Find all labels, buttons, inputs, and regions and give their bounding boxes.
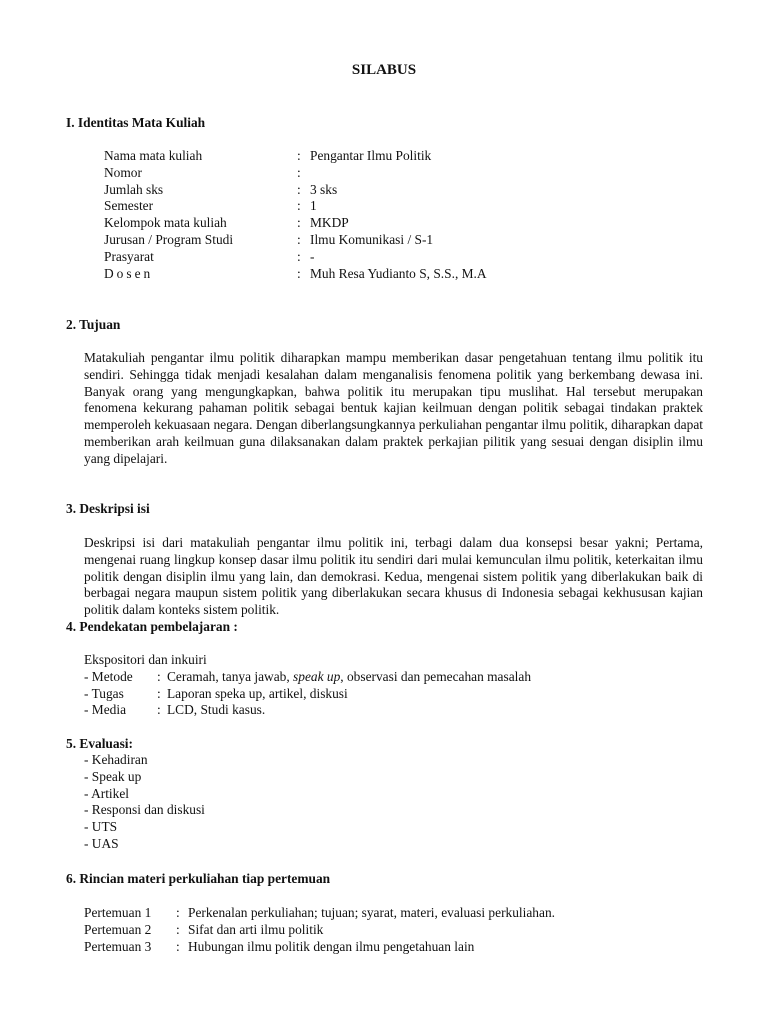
method-row xyxy=(84,686,684,703)
identity-colon: : xyxy=(297,148,301,163)
method-text xyxy=(167,669,531,686)
section-heading-deskripsi: 3. Deskripsi isi xyxy=(66,501,150,516)
identity-colon: : xyxy=(297,164,301,180)
section-heading-rincian: 6. Rincian materi perkuliahan tiap pertemuan xyxy=(66,871,331,886)
meeting-row xyxy=(84,939,724,956)
identity-colon: : xyxy=(297,198,301,214)
identity-value: Muh Resa Yudianto S, S.S., M.A xyxy=(310,265,487,281)
identity-colon: : xyxy=(297,265,301,281)
list-item: - UAS xyxy=(84,835,119,851)
identity-row xyxy=(104,249,624,266)
section-heading-tujuan: 2. Tujuan xyxy=(66,317,121,332)
identity-row xyxy=(104,165,624,182)
identity-label: Nomor xyxy=(104,164,142,180)
method-text-after: , observasi dan pemecahan masalah xyxy=(340,668,532,684)
identity-row xyxy=(104,198,624,215)
identity-value: Ilmu Komunikasi / S-1 xyxy=(310,231,434,247)
list-item: - UTS xyxy=(84,819,118,835)
method-row xyxy=(84,702,684,719)
meeting-colon: : xyxy=(176,938,180,954)
list-item: - Responsi dan diskusi xyxy=(84,802,205,818)
method-colon: : xyxy=(157,685,161,701)
method-text-italic: speak up xyxy=(293,668,341,684)
pendekatan-intro: Ekspositori dan inkuiri xyxy=(84,652,207,667)
meeting-colon: : xyxy=(176,905,180,920)
tujuan-text: Matakuliah pengantar ilmu politik diharapkan mampu memberikan dasar pengetahuan tentang ilmu politik itu sendiri. Sehingga tidak menjadi kesalahan dalam menganalisis fenomena politik yang berkembang dewasa ini. Banyak orang yang mengungkapkan, bahwa politik itu merupakan tipu muslihat. Hal tersebut merupakan fenomena kekurang pahaman politik sebagai bentuk kajian keilmuan dengan politik sebagai tindakan praktek memperoleh kekuasaan negara. Dengan diberlangsungkannya perkuliahan pengantar ilmu politik, diharapkan dapat memberikan arah keilmuan guna dilaksanakan dalam praktek perkajian pilitik yang sesuai dengan disiplin ilmu yang dipelajari. xyxy=(84,350,703,466)
identity-label: Semester xyxy=(104,198,154,214)
meeting-row xyxy=(84,905,724,922)
method-row xyxy=(84,669,684,686)
identity-colon: : xyxy=(297,248,301,264)
identity-row xyxy=(104,148,624,165)
identity-row xyxy=(104,215,624,232)
identity-colon: : xyxy=(297,181,301,197)
identity-label: Dosen xyxy=(104,265,154,281)
method-colon: : xyxy=(157,668,161,684)
identity-colon: : xyxy=(297,215,301,231)
identity-row xyxy=(104,266,624,283)
identity-label: Nama mata kuliah xyxy=(104,148,203,163)
list-item: - Artikel xyxy=(84,785,129,801)
method-text: LCD, Studi kasus. xyxy=(167,702,266,718)
method-text: Laporan speka up, artikel, diskusi xyxy=(167,685,348,701)
section-heading-pendekatan: 4. Pendekatan pembelajaran : xyxy=(66,619,238,634)
rincian-block xyxy=(84,905,724,955)
identity-value: 1 xyxy=(310,198,317,214)
identity-row xyxy=(104,232,624,249)
meeting-colon: : xyxy=(176,921,180,937)
meeting-label: Pertemuan 2 xyxy=(84,921,152,937)
identity-row xyxy=(104,182,624,199)
method-label: - Tugas xyxy=(84,685,124,701)
meeting-topic: Perkenalan perkuliahan; tujuan; syarat, materi, evaluasi perkuliahan. xyxy=(188,905,555,920)
identity-label: Kelompok mata kuliah xyxy=(104,215,227,231)
identity-value: MKDP xyxy=(310,215,349,231)
deskripsi-paragraph xyxy=(84,535,703,619)
section-heading-identitas: I. Identitas Mata Kuliah xyxy=(66,115,206,130)
method-colon: : xyxy=(157,702,161,718)
meeting-row xyxy=(84,922,724,939)
deskripsi-text: Deskripsi isi dari matakuliah pengantar ilmu politik ini, terbagi dalam dua konsepsi besar yakni; Pertama, mengenai ruang lingkup konsep dasar ilmu politik itu sendiri dari mulai kemunculan ilmu politik, keterkaitan ilmu politik dengan disiplin ilmu yang lain, dan demokrasi. Kedua, mengenai sistem politik yang diberlakukan baik di berbagai negara maupun sistem politik yang diberlakukan secara khusus di Indonesia sebagai kekhususan kajian politik dalam konteks sistem politik. xyxy=(84,535,703,618)
method-label: - Media xyxy=(84,702,127,718)
meeting-topic: Hubungan ilmu politik dengan ilmu pengetahuan lain xyxy=(188,938,475,954)
identity-label: Jumlah sks xyxy=(104,181,164,197)
meeting-label: Pertemuan 3 xyxy=(84,938,152,954)
identity-label: Jurusan / Program Studi xyxy=(104,231,234,247)
identity-table xyxy=(104,148,624,282)
method-label: - Metode xyxy=(84,668,133,684)
list-item: - Speak up xyxy=(84,768,142,784)
evaluasi-list xyxy=(84,752,205,853)
identity-colon: : xyxy=(297,231,301,247)
document-title: SILABUS xyxy=(351,62,417,78)
identity-value: Pengantar Ilmu Politik xyxy=(310,148,432,163)
identity-value: - xyxy=(310,248,315,264)
identity-value: 3 sks xyxy=(310,181,338,197)
tujuan-paragraph xyxy=(84,350,703,468)
meeting-label: Pertemuan 1 xyxy=(84,905,152,920)
method-text-before: Ceramah, tanya jawab, xyxy=(167,668,294,684)
meeting-topic: Sifat dan arti ilmu politik xyxy=(188,921,324,937)
pendekatan-block xyxy=(84,652,684,719)
identity-label: Prasyarat xyxy=(104,248,154,264)
list-item: - Kehadiran xyxy=(84,752,148,767)
section-heading-evaluasi: 5. Evaluasi: xyxy=(66,736,133,751)
